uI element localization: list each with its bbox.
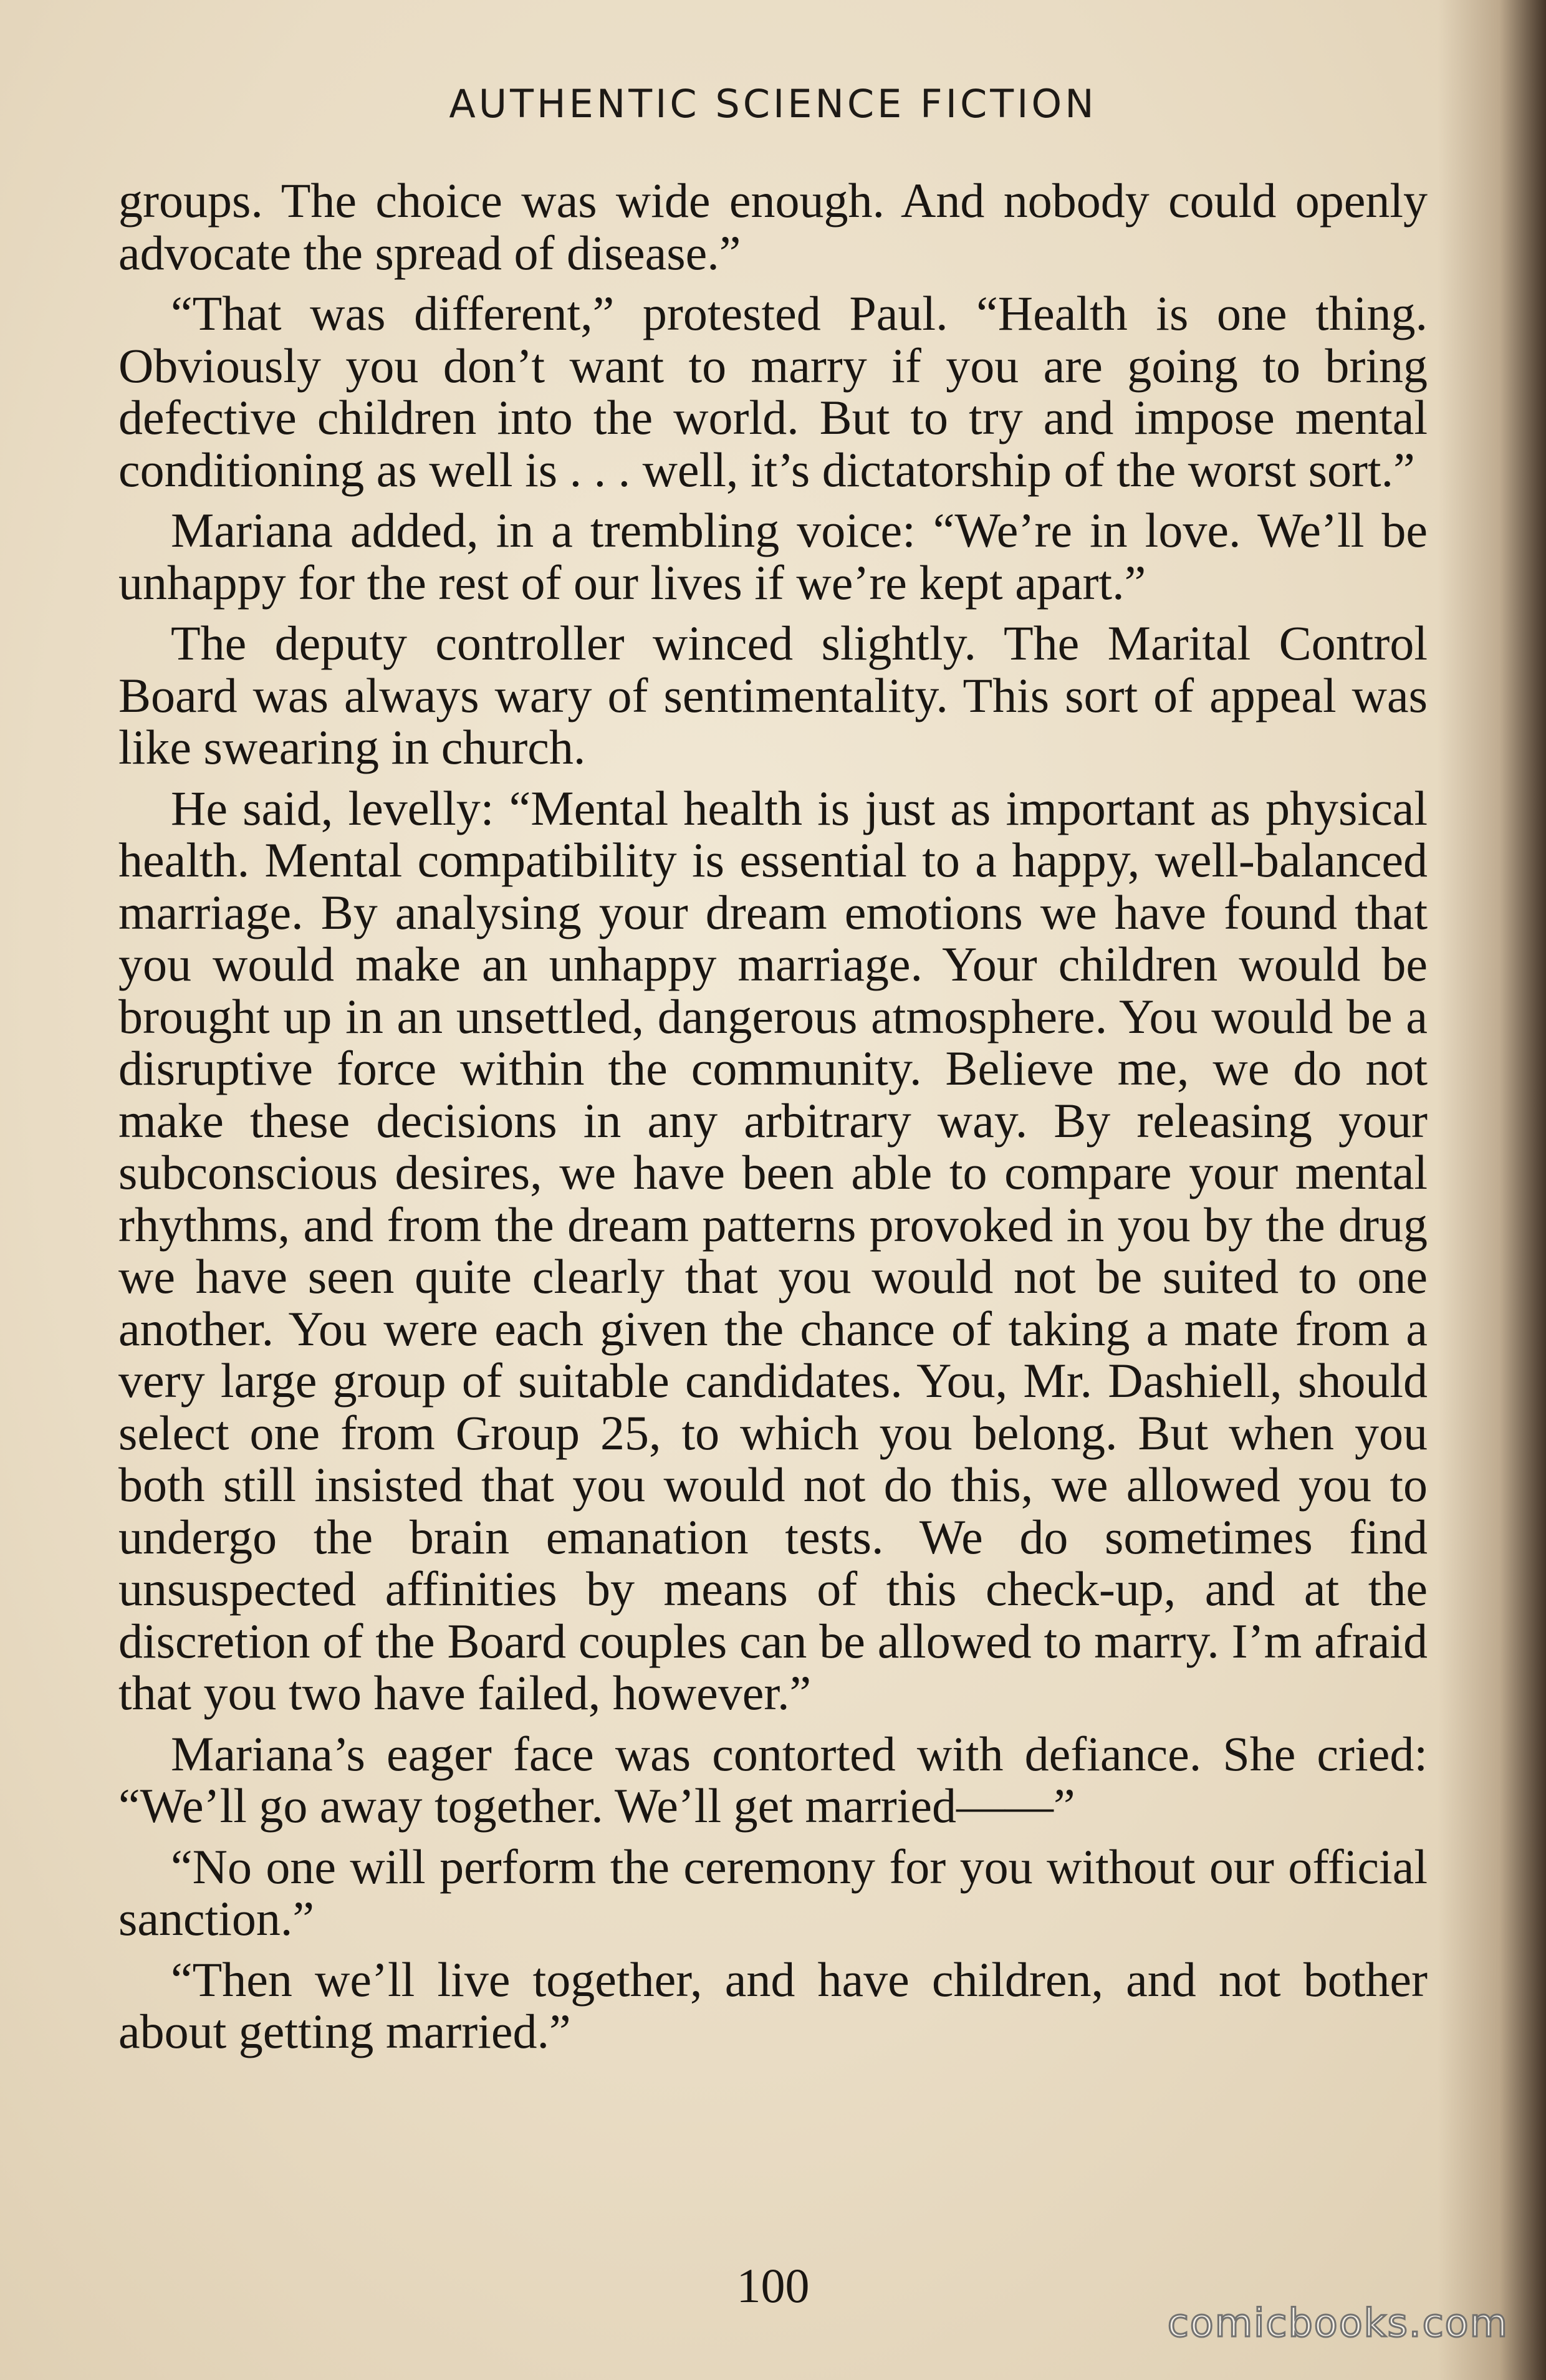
body-text: [118, 175, 1428, 2066]
paragraph: Mariana added, in a trembling voice: “We’re in love. We’ll be unhappy for the rest of our lives if we’re kept apart.”: [118, 503, 1428, 610]
watermark: comicbooks.com: [1167, 2300, 1509, 2346]
running-header: AUTHENTIC SCIENCE FICTION: [449, 81, 1097, 127]
paragraph: groups. The choice was wide enough. And nobody could openly advocate the spread of disease.”: [118, 173, 1428, 280]
paragraph: “No one will perform the ceremony for you without our official sanction.”: [118, 1839, 1428, 1946]
paragraph: He said, levelly: “Mental health is just as important as physical health. Mental compatibility is essential to a happy, well-balanced marriage. By analysing your dream emotions we have found that you would make an unhappy marriage. Your children would be brought up in an unsettled, dangerous atmosphere. You would be a disruptive force within the community. Believe me, we do not make these decisions in any arbitrary way. By releasing your subconscious desires, we have been able to compare your mental rhythms, and from the dream patterns provoked in you by the drug we have seen quite clearly that you would not be suited to one another. You were each given the chance of taking a mate from a very large group of suitable candidates. You, Mr. Dashiell, should select one from Group 25, to which you belong. But when you both still insisted that you would not do this, we allowed you to undergo the brain emanation tests. We do sometimes find unsuspected affinities by means of this check-up, and at the discretion of the Board couples can be allowed to marry. I’m afraid that you two have failed, however.”: [118, 780, 1428, 1720]
paragraph: The deputy controller winced slightly. The Marital Control Board was always wary of sentimentality. This sort of appeal was like swearing in church.: [118, 616, 1428, 774]
paragraph: Mariana’s eager face was contorted with defiance. She cried: “We’ll go away together. We’ll get married——”: [118, 1726, 1428, 1833]
paragraph: “Then we’ll live together, and have children, and not bother about getting married.”: [118, 1952, 1428, 2058]
page-number: 100: [736, 2258, 810, 2313]
paragraph: “That was different,” protested Paul. “Health is one thing. Obviously you don’t want to marry if you are going to bring defective children into the world. But to try and impose mental conditioning as well is . . . well, it’s dictatorship of the worst sort.”: [118, 286, 1428, 497]
